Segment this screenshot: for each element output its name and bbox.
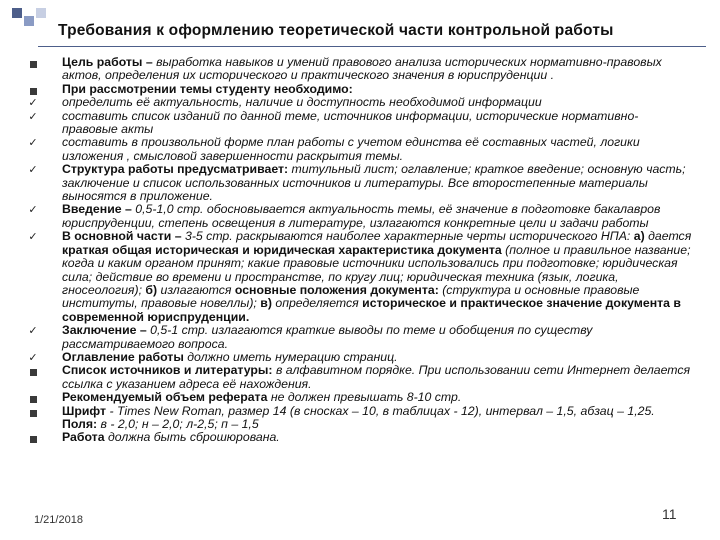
bold-text: б) [145, 282, 158, 297]
list-item-text [62, 163, 692, 203]
italic-text: составить список изданий по данной теме, источников информации, исторические нормативно-правовые акты [62, 108, 639, 137]
bold-text: а) [633, 229, 645, 244]
square-bullet-icon [27, 60, 39, 72]
italic-text: 0,5-1,0 стр. обосновывается актуальность темы, её значение в подготовке бакалавров юриспруденции, степень освещения в литературе, излагаются конкретные цели и задачи работы [62, 202, 661, 230]
bold-text: историческое и практическое значение документа в современной юриспруденции. [62, 296, 681, 324]
bold-text: в) [260, 296, 272, 311]
list-item [0, 405, 720, 432]
list-item [0, 391, 720, 404]
bold-text: Рекомендуемый объем реферата [62, 390, 268, 405]
list-item-text [62, 96, 692, 109]
italic-text: в - 2,0; н – 2,0; л-2,5; п – 1,5 [97, 416, 259, 431]
italic-text: не должен превышать 8-10 стр. [267, 390, 462, 405]
bold-text: Работа [62, 430, 105, 445]
list-item-text [62, 56, 692, 83]
decor-square-1 [12, 8, 22, 18]
italic-text: определяется [271, 296, 363, 311]
list-item-text [62, 83, 692, 96]
italic-text: титульный лист; оглавление; краткое введение; основную часть; заключение и список использованных источников и литературы. Все второстепенные материалы выносятся в приложение. [62, 162, 686, 204]
list-item [0, 136, 720, 163]
list-item-text [62, 351, 692, 364]
italic-text: выработка навыков и умений правового анализа исторических нормативно-правовых актов, определения их исторического и практического значения в юриспруденции . [62, 55, 662, 83]
list-item-text [62, 324, 692, 351]
bold-text: Оглавление работы [62, 349, 184, 364]
list-item [0, 110, 720, 137]
bold-text: Введение – [62, 202, 136, 217]
list-item-text [62, 364, 692, 391]
italic-text: в алфавитном порядке. При использовании сети Интернет делается ссылка с указанием адреса её нахождения. [62, 363, 691, 391]
bold-text: Структура работы предусматривает: [62, 162, 289, 177]
list-item [0, 351, 720, 364]
checkmark-bullet-icon: ✓ [28, 137, 38, 150]
list-item [0, 431, 720, 444]
bold-text: основные положения документа: [234, 282, 439, 297]
checkmark-bullet-icon: ✓ [28, 351, 38, 364]
title-underline [38, 46, 706, 47]
checkmark-bullet-icon: ✓ [28, 325, 38, 338]
italic-text: 0,5-1 стр. излагаются краткие выводы по теме и обобщения по существу рассматриваемого вопроса. [62, 323, 593, 351]
italic-text: дается [644, 229, 692, 244]
list-item-text [62, 110, 692, 137]
list-item [0, 56, 720, 83]
italic-text: должна быть сброшюрована. [104, 430, 280, 445]
checkmark-bullet-icon: ✓ [28, 164, 38, 177]
list-item-text [62, 230, 692, 324]
list-item-text [62, 203, 692, 230]
bold-text: В основной части – [62, 229, 185, 244]
bold-text: Поля: [62, 416, 98, 431]
list-item [0, 203, 720, 230]
bold-text: Заключение – [62, 323, 151, 338]
list-item [0, 364, 720, 391]
list-item [0, 96, 720, 109]
italic-text: должно иметь нумерацию страниц. [183, 349, 398, 364]
checkmark-bullet-icon: ✓ [28, 97, 38, 110]
checkmark-bullet-icon: ✓ [28, 231, 38, 244]
list-item-text [62, 391, 692, 404]
list-item [0, 163, 720, 203]
square-bullet-icon [27, 435, 39, 447]
italic-text: определить её актуальность, наличие и доступность необходимой информации [62, 95, 542, 110]
list-item [0, 83, 720, 96]
italic-text: (полное и правильное название; когда и каким органом принят; какие правовые источники использовались при подготовке; юридическая сила; действие во времени и пространстве, по кругу лиц; юридическая техника (язык, логика, гносеология); [62, 242, 691, 297]
bullet-list [0, 56, 720, 445]
italic-text: составить в произвольной форме план работы с учетом единства её составных частей, логики изложения , смысловой завершенности раскрытия темы. [62, 135, 640, 163]
page-title: Требования к оформлению теоретической части контрольной работы [58, 22, 614, 39]
bold-text: Цель работы – [62, 55, 157, 69]
list-item-text [62, 431, 692, 444]
bold-text: Список источников и литературы: [62, 363, 273, 378]
square-bullet-icon [27, 368, 39, 380]
square-bullet-icon [27, 409, 39, 421]
checkmark-bullet-icon: ✓ [28, 204, 38, 217]
list-item [0, 324, 720, 351]
footer-date: 1/21/2018 [34, 514, 83, 526]
list-item-text [62, 405, 692, 432]
bold-text: При рассмотрении темы студенту необходимо: [62, 81, 353, 96]
decor-square-2 [24, 16, 34, 26]
italic-text: (структура и основные правовые институты, правовые новеллы); [62, 282, 640, 311]
decor-square-3 [36, 8, 46, 18]
italic-text: - Times New Roman, размер 14 (в сносках – 10, в таблицах - 12), интервал – 1,5, абзац – 1,25. [106, 403, 655, 418]
list-item-text [62, 136, 692, 163]
bold-text: Шрифт [62, 403, 107, 418]
italic-text: излагаются [157, 282, 235, 297]
italic-text: 3-5 стр. раскрываются наиболее характерные черты исторического НПА: [184, 229, 634, 244]
page-number: 11 [662, 506, 677, 522]
checkmark-bullet-icon: ✓ [28, 110, 38, 123]
list-item [0, 230, 720, 324]
bold-text: краткая общая историческая и юридическая характеристика документа [62, 242, 502, 257]
